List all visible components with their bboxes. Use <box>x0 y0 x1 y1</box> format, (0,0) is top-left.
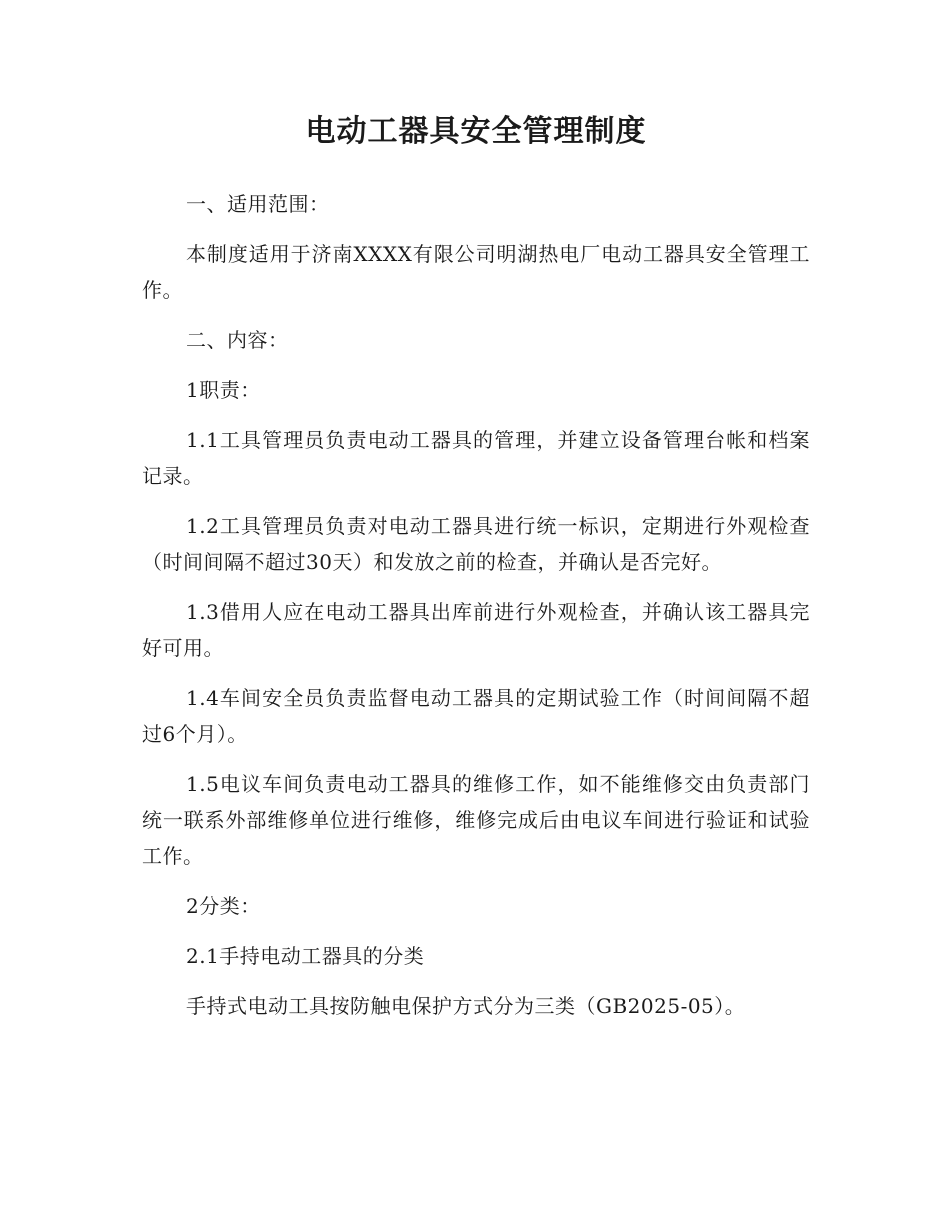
paragraph-1-2: 1.2工具管理员负责对电动工器具进行统一标识，定期进行外观检查（时间间隔不超过30天）和发放之前的检查，并确认是否完好。 <box>142 514 810 574</box>
subheading-duties: 1职责： <box>186 378 261 402</box>
paragraph-1-5: 1.5电议车间负责电动工器具的维修工作，如不能维修交由负责部门统一联系外部维修单位进行维修，维修完成后由电议车间进行验证和试验工作。 <box>142 772 810 868</box>
paragraph-1-1: 1.1工具管理员负责电动工器具的管理，并建立设备管理台帐和档案记录。 <box>142 428 810 488</box>
paragraph-scope: 本制度适用于济南XXXX有限公司明湖热电厂电动工器具安全管理工作。 <box>142 242 810 302</box>
subheading-classification: 2分类： <box>186 894 261 918</box>
paragraph-2-1: 2.1手持电动工器具的分类 <box>186 944 425 968</box>
document-page <box>142 108 810 1038</box>
section-heading-content: 二、内容： <box>186 328 289 352</box>
paragraph-1-3: 1.3借用人应在电动工器具出库前进行外观检查，并确认该工器具完好可用。 <box>142 600 810 660</box>
paragraph-classification-note: 手持式电动工具按防触电保护方式分为三类（GB2025-05）。 <box>186 994 746 1018</box>
document-title: 电动工器具安全管理制度 <box>305 114 647 149</box>
paragraph-1-4: 1.4车间安全员负责监督电动工器具的定期试验工作（时间间隔不超过6个月）。 <box>142 686 810 746</box>
section-heading-scope: 一、适用范围： <box>186 192 330 216</box>
